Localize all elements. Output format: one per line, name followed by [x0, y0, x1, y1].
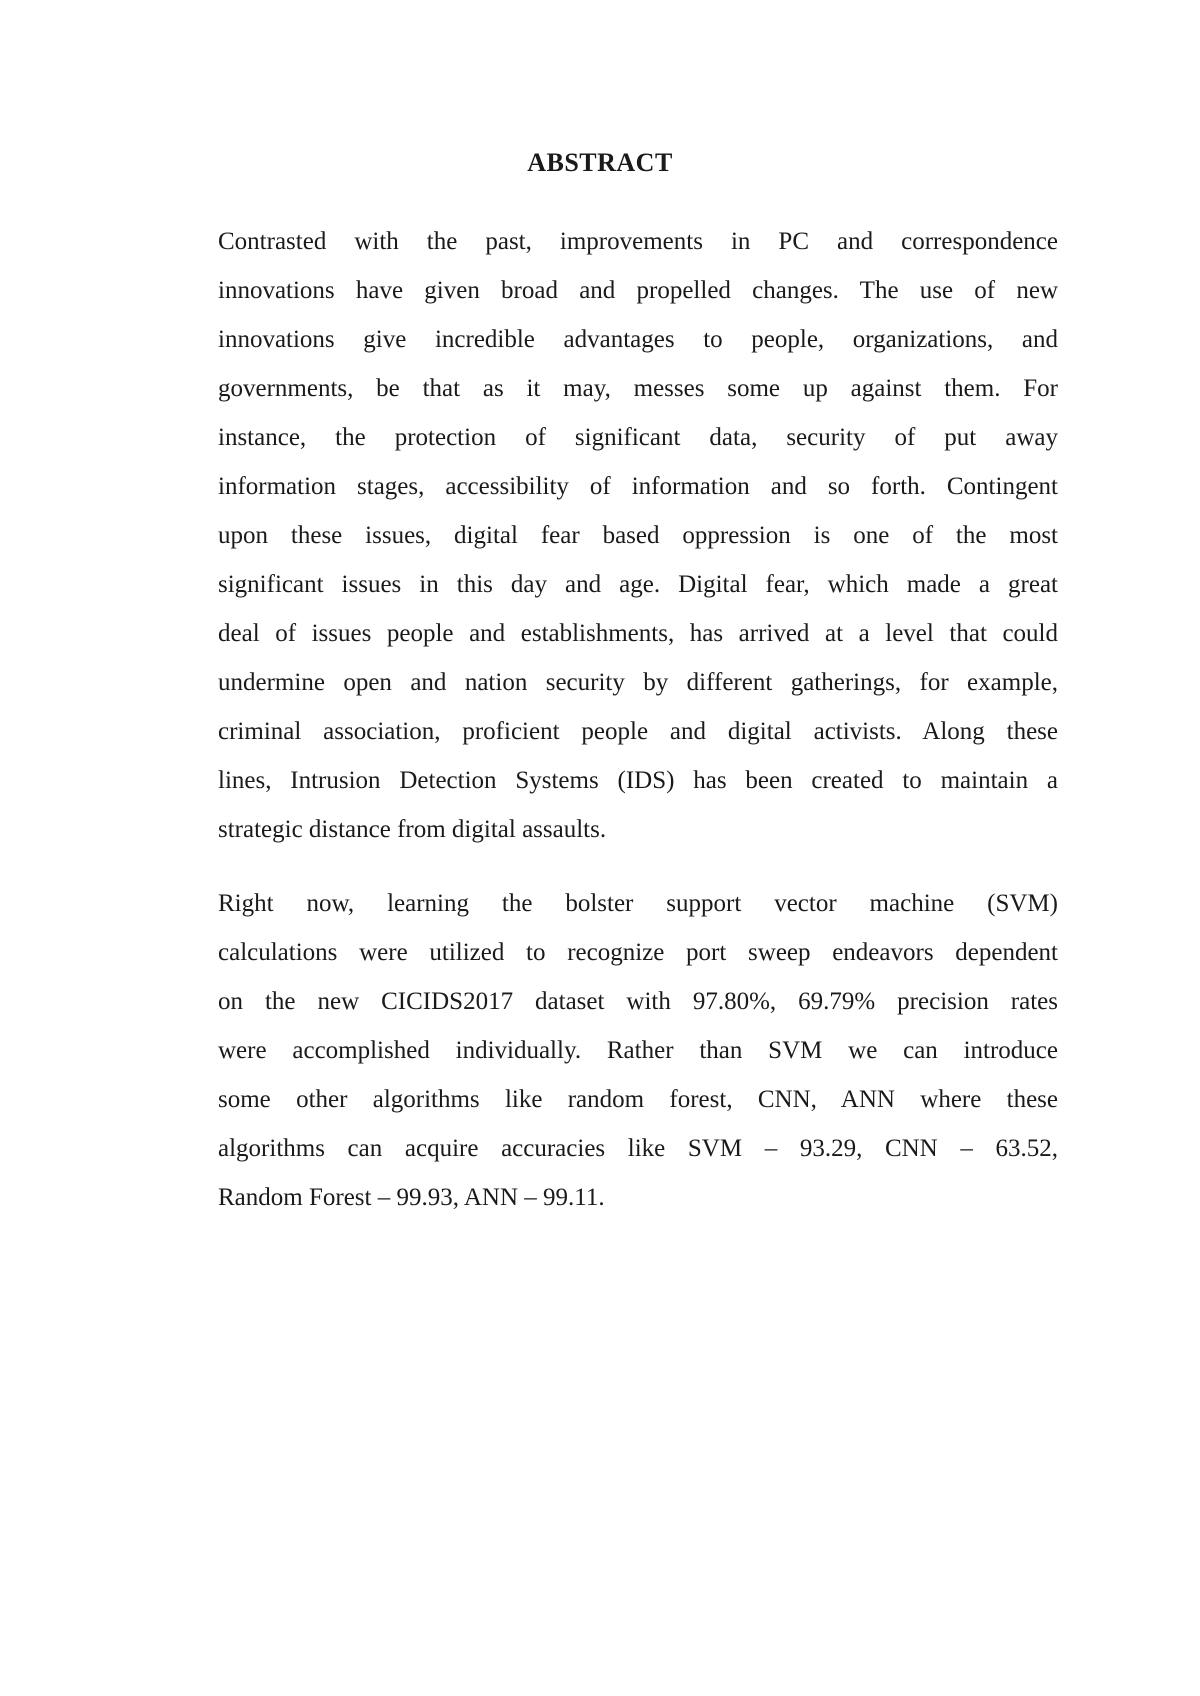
text-line: significant issues in this day and age. Digital fear, which made a great — [218, 571, 1058, 598]
text-line: Contrasted with the past, improvements in PC and correspondence — [218, 228, 1058, 255]
text-line: undermine open and nation security by different gatherings, for example, — [218, 669, 1058, 696]
text-line: deal of issues people and establishments, has arrived at a level that could — [218, 620, 1058, 647]
text-line: instance, the protection of significant data, security of put away — [218, 424, 1058, 451]
text-line: information stages, accessibility of information and so forth. Contingent — [218, 473, 1058, 500]
text-line: some other algorithms like random forest, CNN, ANN where these — [218, 1086, 1058, 1113]
text-line: innovations give incredible advantages to people, organizations, and — [218, 326, 1058, 353]
abstract-paragraph-2 — [218, 879, 1058, 1222]
text-line: algorithms can acquire accuracies like SVM – 93.29, CNN – 63.52, — [218, 1135, 1058, 1162]
text-line: were accomplished individually. Rather than SVM we can introduce — [218, 1037, 1058, 1064]
text-line: innovations have given broad and propelled changes. The use of new — [218, 277, 1058, 304]
text-line: strategic distance from digital assaults. — [218, 816, 607, 843]
paragraph-text — [218, 879, 1058, 1222]
text-line: lines, Intrusion Detection Systems (IDS) has been created to maintain a — [218, 767, 1058, 794]
text-line: Random Forest – 99.93, ANN – 99.11. — [218, 1184, 605, 1211]
text-line: governments, be that as it may, messes some up against them. For — [218, 375, 1058, 402]
paragraph-text — [218, 217, 1058, 854]
text-line: on the new CICIDS2017 dataset with 97.80%, 69.79% precision rates — [218, 988, 1058, 1015]
abstract-title: ABSTRACT — [527, 148, 673, 177]
text-line: Right now, learning the bolster support vector machine (SVM) — [218, 890, 1058, 917]
text-line: criminal association, proficient people and digital activists. Along these — [218, 718, 1058, 745]
text-line: calculations were utilized to recognize port sweep endeavors dependent — [218, 939, 1058, 966]
text-line: upon these issues, digital fear based oppression is one of the most — [218, 522, 1058, 549]
abstract-paragraph-1 — [218, 217, 1058, 854]
